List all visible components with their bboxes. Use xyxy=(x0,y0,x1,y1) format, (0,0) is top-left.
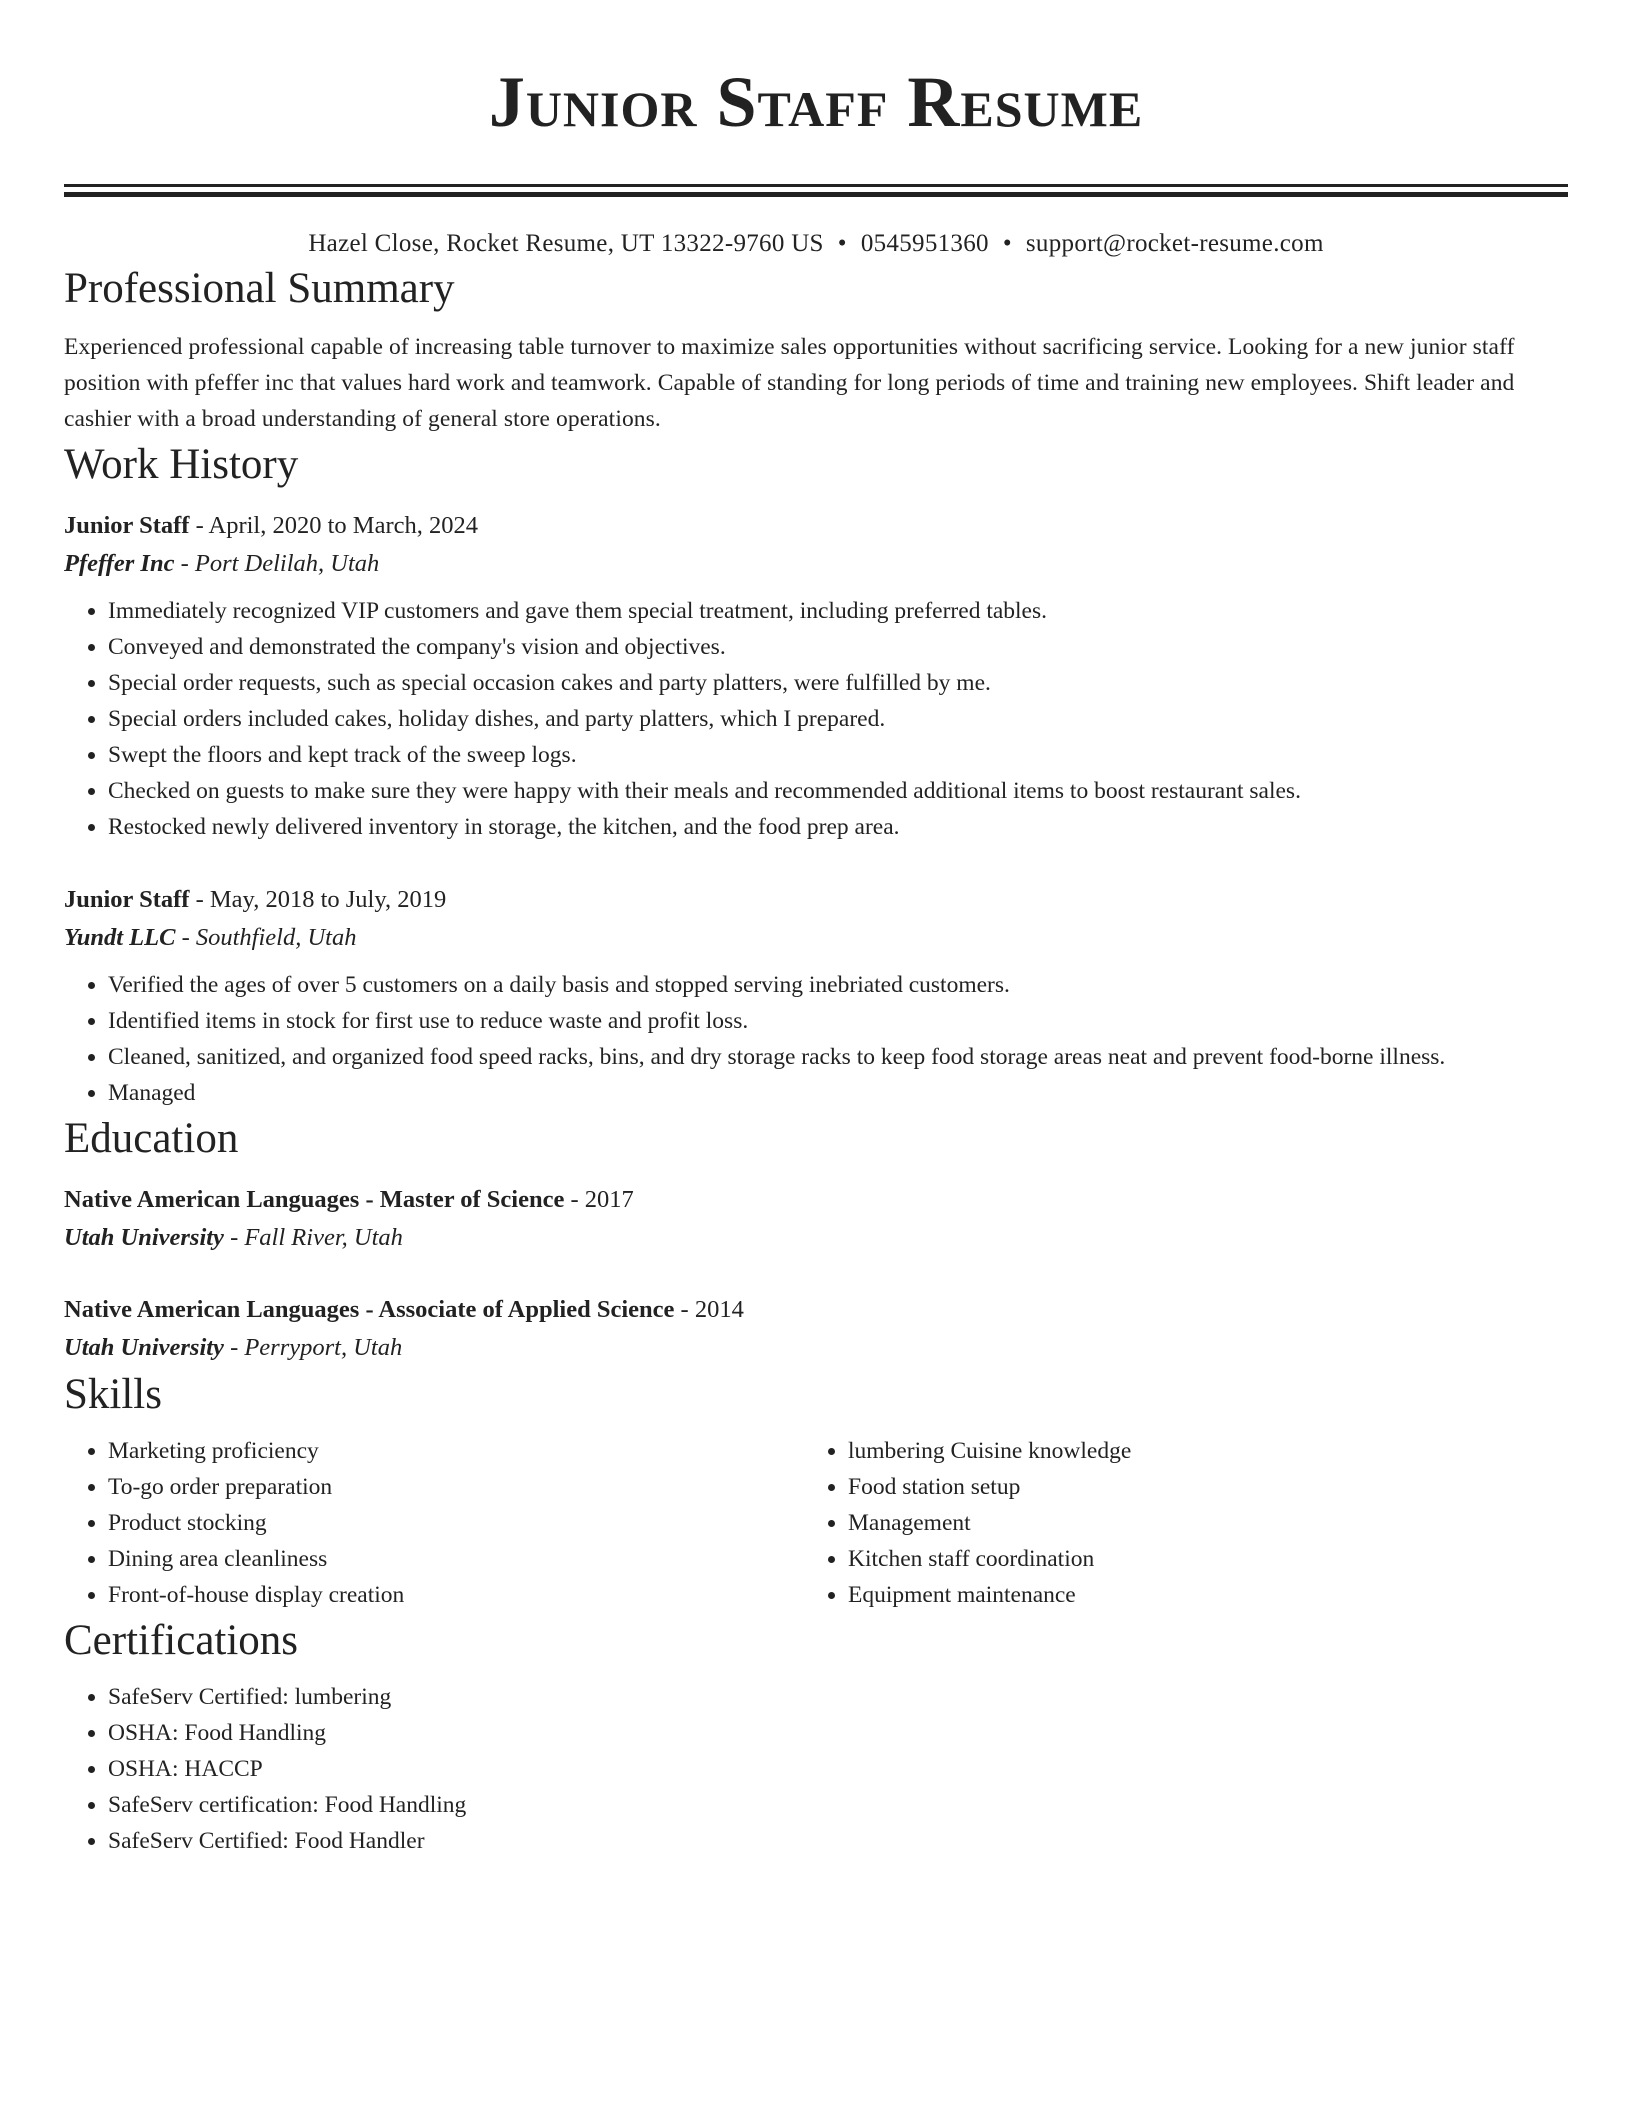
list-item: • lumbering Cuisine knowledge xyxy=(848,1433,1544,1469)
list-item: • SafeServ certification: Food Handling xyxy=(108,1787,1568,1823)
school-location: - Fall River, Utah xyxy=(223,1224,403,1251)
job-dates: - May, 2018 to July, 2019 xyxy=(189,886,447,913)
list-item: • SafeServ Certified: lumbering xyxy=(108,1679,1568,1715)
list-item: • Kitchen staff coordination xyxy=(848,1541,1544,1577)
job-company-line xyxy=(64,919,1568,957)
list-item: • Dining area cleanliness xyxy=(108,1541,804,1577)
list-item: • OSHA: Food Handling xyxy=(108,1715,1568,1751)
list-item: • Immediately recognized VIP customers and gave them special treatment, including preferred tables. xyxy=(108,593,1568,629)
skills-list-left xyxy=(64,1433,804,1613)
list-item: • Conveyed and demonstrated the company's vision and objectives. xyxy=(108,629,1568,665)
list-item: • To-go order preparation xyxy=(108,1469,804,1505)
job-title-line xyxy=(64,507,1568,545)
list-item: • Special order requests, such as special occasion cakes and party platters, were fulfilled by me. xyxy=(108,665,1568,701)
education-heading: Education xyxy=(64,1115,239,1162)
skills-grid xyxy=(64,1433,1568,1613)
list-item: • Product stocking xyxy=(108,1505,804,1541)
contact-line xyxy=(64,227,1568,261)
job-title-line xyxy=(64,881,1568,919)
job-title: Junior Staff xyxy=(64,512,190,539)
resume-title: Junior Staff Resume xyxy=(488,62,1144,142)
graduation-year: - 2017 xyxy=(564,1186,634,1213)
list-item: • Equipment maintenance xyxy=(848,1577,1544,1613)
contact-phone: 0545951360 xyxy=(860,230,989,257)
school-location: - Perryport, Utah xyxy=(223,1334,403,1361)
summary-heading: Professional Summary xyxy=(64,265,455,312)
job-company-line xyxy=(64,545,1568,583)
school-name: Utah University xyxy=(64,1334,224,1361)
list-item: • Front-of-house display creation xyxy=(108,1577,804,1613)
work-history-heading: Work History xyxy=(64,441,299,488)
job-entry xyxy=(64,881,1568,1111)
title-divider xyxy=(64,184,1568,197)
job-company: Pfeffer Inc xyxy=(64,550,175,577)
skills-list-right xyxy=(804,1433,1544,1613)
job-duties-list xyxy=(64,593,1568,845)
summary-text: Experienced professional capable of increasing table turnover to maximize sales opportunities without sacrificing service. Looking for a new junior staff position with pfeffer inc that values hard work and teamwork. Capable of standing for long periods of time and training new employees. Shift leader and cashier with a broad understanding of general store operations. xyxy=(64,334,1515,432)
contact-separator: • xyxy=(1002,230,1012,257)
list-item: • Identified items in stock for first use to reduce waste and profit loss. xyxy=(108,1003,1568,1039)
list-item: • OSHA: HACCP xyxy=(108,1751,1568,1787)
job-location: - Southfield, Utah xyxy=(175,924,357,951)
list-item: • Marketing proficiency xyxy=(108,1433,804,1469)
list-item: • Cleaned, sanitized, and organized food speed racks, bins, and dry storage racks to keep food storage areas neat and prevent food-borne illness. xyxy=(108,1039,1568,1075)
education-entry xyxy=(64,1291,1568,1367)
certifications-list xyxy=(64,1679,1568,1859)
job-duties-list xyxy=(64,967,1568,1111)
school-line xyxy=(64,1329,1568,1367)
school-line xyxy=(64,1219,1568,1257)
list-item: • Restocked newly delivered inventory in storage, the kitchen, and the food prep area. xyxy=(108,809,1568,845)
degree: Native American Languages - Master of Science xyxy=(64,1186,565,1213)
job-dates: - April, 2020 to March, 2024 xyxy=(189,512,478,539)
job-entry xyxy=(64,507,1568,845)
list-item: • Managed xyxy=(108,1075,1568,1111)
list-item: • Food station setup xyxy=(848,1469,1544,1505)
degree-line xyxy=(64,1291,1568,1329)
degree-line xyxy=(64,1181,1568,1219)
certifications-heading: Certifications xyxy=(64,1617,299,1664)
contact-address: Hazel Close, Rocket Resume, UT 13322-9760 US xyxy=(308,230,824,257)
list-item: • Checked on guests to make sure they were happy with their meals and recommended additional items to boost restaurant sales. xyxy=(108,773,1568,809)
skills-heading: Skills xyxy=(64,1371,162,1418)
contact-separator: • xyxy=(837,230,847,257)
degree: Native American Languages - Associate of Applied Science xyxy=(64,1296,675,1323)
job-location: - Port Delilah, Utah xyxy=(174,550,380,577)
list-item: • Special orders included cakes, holiday dishes, and party platters, which I prepared. xyxy=(108,701,1568,737)
school-name: Utah University xyxy=(64,1224,224,1251)
list-item: • Verified the ages of over 5 customers on a daily basis and stopped serving inebriated customers. xyxy=(108,967,1568,1003)
list-item: • Swept the floors and kept track of the sweep logs. xyxy=(108,737,1568,773)
job-title: Junior Staff xyxy=(64,886,190,913)
contact-email: support@rocket-resume.com xyxy=(1025,230,1324,257)
graduation-year: - 2014 xyxy=(674,1296,744,1323)
list-item: • SafeServ Certified: Food Handler xyxy=(108,1823,1568,1859)
list-item: • Management xyxy=(848,1505,1544,1541)
education-entry xyxy=(64,1181,1568,1257)
job-company: Yundt LLC xyxy=(64,924,176,951)
